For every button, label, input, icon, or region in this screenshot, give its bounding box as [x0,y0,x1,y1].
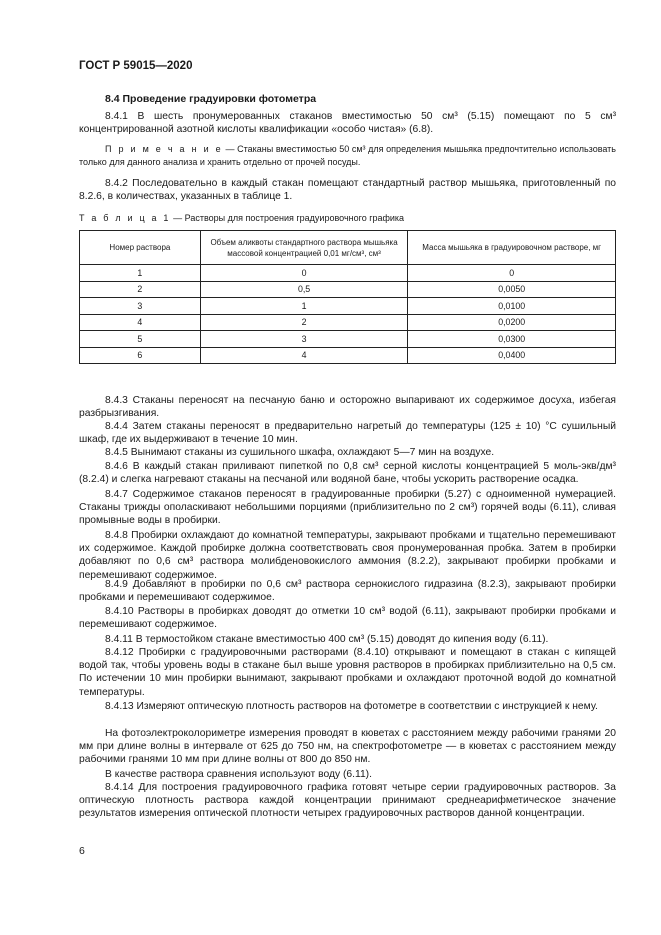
paragraph-8-4-12 [79,646,616,699]
paragraph-text: 8.4.8 Пробирки охлаждают до комнатной температуры, закрывают пробками и тщательно перемешивают их содержимое. Каждой пробирке должна соответствовать своя пронумерованная пробка. Затем в пробирки добавляют по 0,6 см³ раствора молибденовокислого аммония (8.2.2), закрывают пробирки пробками и перемешивают содержимое. [79,530,616,581]
note-label: П р и м е ч а н и е [105,144,223,154]
table-row [80,281,616,298]
table-cell: 6 [80,347,201,364]
paragraph-text: 8.4.11 В термостойком стакане вместимостью 400 см³ (5.15) доводят до кипения воду (6.11). [105,634,549,645]
paragraph-8-4-14 [79,781,616,821]
paragraph-8-4-2 [79,177,616,203]
table-row [80,314,616,331]
table-cell: 4 [200,347,408,364]
table-row [80,331,616,348]
paragraph-text: 8.4.13 Измеряют оптическую плотность растворов на фотометре в соответствии с инструкцией к нему. [105,701,598,712]
table-cell: 0 [408,265,616,282]
paragraph-8-4-10 [79,605,616,631]
paragraph-8-4-4 [79,420,616,446]
table-row [80,265,616,282]
table-cell: 0,5 [200,281,408,298]
table-cell: 0,0200 [408,314,616,331]
table-cell: 0,0050 [408,281,616,298]
paragraph-8-4-8 [79,529,616,582]
paragraph-text: В качестве раствора сравнения используют воду (6.11). [105,769,372,780]
table-caption-text: — Растворы для построения градуировочного графика [170,213,405,223]
paragraph-8-4-6 [79,460,616,486]
paragraph-8-4-7 [79,488,616,528]
table-header-cell: Масса мышьяка в градуировочном растворе, мг [408,231,616,265]
paragraph-8-4-13 [79,700,616,713]
table-cell: 5 [80,331,201,348]
table-cell: 0,0400 [408,347,616,364]
table-header-cell: Объем аликвоты стандартного раствора мышьяка массовой концентрацией 0,01 мг/см³, см³ [200,231,408,265]
table-cell: 2 [80,281,201,298]
page-number: 6 [79,845,85,857]
paragraph-text: 8.4.10 Растворы в пробирках доводят до отметки 10 см³ водой (6.11), закрывают пробирки пробками и перемешивают содержимое. [79,606,616,631]
table-row [80,298,616,315]
paragraph-8-4-11 [79,633,616,646]
paragraph-text: 8.4.4 Затем стаканы переносят в предварительно нагретый до температуры (125 ± 10) °С сушильный шкаф, где их выдерживают в течение 10 мин. [79,421,616,446]
paragraph-8-4-13-measurement [79,727,616,767]
paragraph-8-4-9 [79,578,616,604]
paragraph-8-4-1 [79,110,616,136]
paragraph-8-4-13-reference [79,768,616,781]
table-cell: 0,0300 [408,331,616,348]
table-cell: 0 [200,265,408,282]
table-cell: 3 [200,331,408,348]
table-cell: 1 [200,298,408,315]
table-header-row [80,231,616,265]
paragraph-text: 8.4.2 Последовательно в каждый стакан помещают стандартный раствор мышьяка, приготовленный по 8.2.6, в количествах, указанных в таблице 1. [79,178,616,203]
paragraph-text: 8.4.9 Добавляют в пробирки по 0,6 см³ раствора сернокислого гидразина (8.2.3), закрывают пробирки пробками и перемешивают содержимое. [79,579,616,604]
paragraph-text: На фотоэлектроколориметре измерения проводят в кюветах с расстоянием между рабочими гранями 20 мм при длине волны в интервале от 625 до 750 нм, на спектрофотометре — в кюветах с расстоянием между рабочими гранями 10 мм при длине волны от 800 до 850 нм. [79,728,616,766]
paragraph-text: 8.4.7 Содержимое стаканов переносят в градуированные пробирки (5.27) с одноименной нумерацией. Стаканы трижды ополаскивают небольшими порциями (приблизительно по 2 см³) горячей воды (6.11), сливая промывные воды в пробирки. [79,489,616,527]
table-cell: 3 [80,298,201,315]
table-header-cell: Номер раствора [80,231,201,265]
table-cell: 4 [80,314,201,331]
paragraph-8-4-5 [79,446,616,459]
table-row [80,347,616,364]
paragraph-8-4-3 [79,394,616,420]
section-title: 8.4 Проведение градуировки фотометра [105,93,317,105]
paragraph-text: 8.4.6 В каждый стакан приливают пипеткой по 0,8 см³ серной кислоты концентрацией 5 моль-экв/дм³ (8.2.4) и слегка нагревают стаканы на песчаной или водяной бане, чтобы ускорить растворение осадка. [79,461,616,486]
paragraph-text: 8.4.5 Вынимают стаканы из сушильного шкафа, охлаждают 5—7 мин на воздухе. [105,447,495,458]
paragraph-text: 8.4.3 Стаканы переносят на песчаную баню и осторожно выпаривают их содержимое досуха, избегая разбрызгивания. [79,395,616,420]
note-text: — Стаканы вместимостью 50 см³ для определения мышьяка предпочтительно использовать только для данного анализа и хранить отдельно от прочей посуды. [79,144,616,167]
document-header: ГОСТ Р 59015—2020 [79,60,193,72]
paragraph-text: 8.4.12 Пробирки с градуировочными растворами (8.4.10) открывают и помещают в стакан с кипящей водой так, чтобы уровень воды в стакане был выше уровня растворов в пробирках приблизительно на 0,5 см. По истечении 10 мин пробирки вынимают, закрывают пробками и охлаждают проточной водой до комнатной температуры. [79,647,616,698]
note [79,143,616,168]
table-caption [79,213,404,223]
table-caption-label: Т а б л и ц а 1 [79,213,171,223]
paragraph-text: 8.4.1 В шесть пронумерованных стаканов вместимостью 50 см³ (5.15) помещают по 5 см³ концентрированной азотной кислоты квалификации «особо чистая» (6.8). [79,111,616,136]
table-cell: 1 [80,265,201,282]
paragraph-text: 8.4.14 Для построения градуировочного графика готовят четыре серии градуировочных растворов. За оптическую плотность раствора каждой концентрации принимают среднеарифметическое значение результатов измерения оптической плотности четырех градуировочных растворов данной концентрации. [79,782,616,820]
table-cell: 0,0100 [408,298,616,315]
table-cell: 2 [200,314,408,331]
solutions-table [79,230,616,364]
